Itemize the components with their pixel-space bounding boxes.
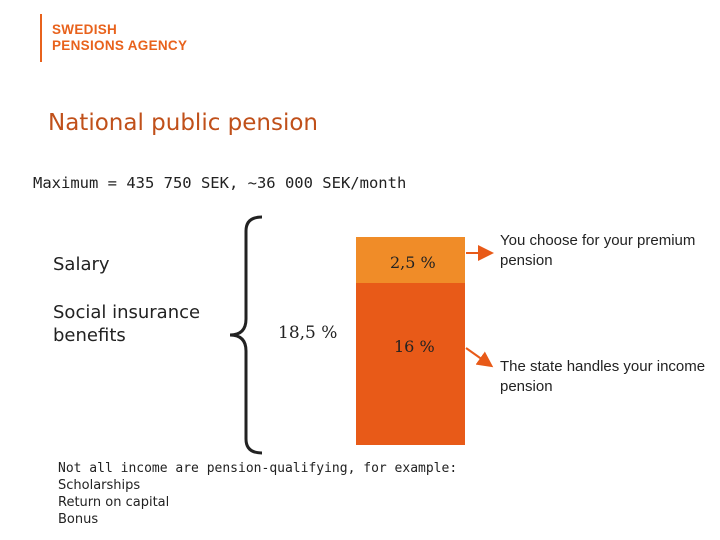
exception-item: Bonus [58,512,99,527]
maximum-income-line: Maximum = 435 750 SEK, ~36 000 SEK/month [33,174,407,192]
logo-line-2: PENSIONS AGENCY [52,38,188,53]
income-source-social-insurance: Social insurance benefits [53,302,201,346]
income-pension-label: 16 % [394,337,435,356]
total-contribution-label: 18,5 % [278,323,338,343]
income-arrow-icon [466,348,490,365]
logo-line-1: SWEDISH [52,22,118,37]
exception-item: Scholarships [58,478,141,493]
exception-item: Return on capital [58,495,170,510]
premium-pension-note: You choose for your premium pension [500,232,696,269]
exceptions-block [58,460,457,528]
page-title: National public pension [48,110,319,136]
income-source-salary: Salary [53,254,110,275]
income-pension-note: The state handles your income pension [500,358,706,395]
exceptions-heading: Not all income are pension-qualifying, for example: [58,461,458,476]
premium-pension-label: 2,5 % [390,253,436,272]
